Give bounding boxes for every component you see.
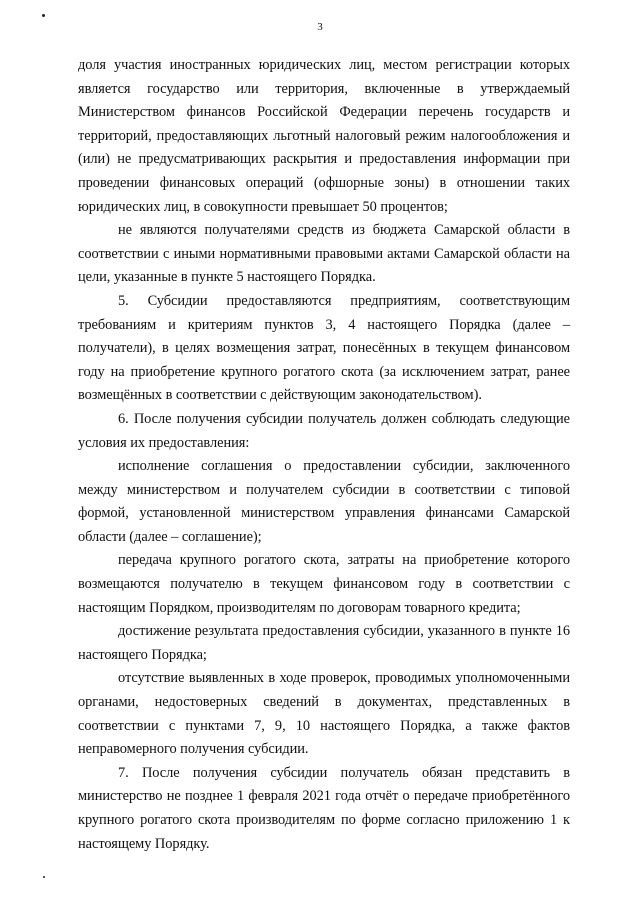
paragraph-clause-5: 5. Субсидии предоставляются предприятиям, соответствующим требованиям и критериям пунктов 3, 4 настоящего Порядка (далее – получатели), в целях возмещения затрат, понесённых в текущем финансовом году на приобретение крупного рогатого скота (за исключением затрат, ранее возмещённых в соответствии с действующим законодательством). bbox=[78, 292, 570, 404]
scan-speck-top bbox=[42, 14, 45, 17]
paragraph-condition-agreement: исполнение соглашения о предоставлении субсидии, заключенного между министерством и получателем субсидии в соответствии с типовой формой, установленной министерством управления финансами Самарской области (далее – соглашение); bbox=[78, 458, 570, 545]
paragraph-offshore-share: доля участия иностранных юридических лиц, местом регистрации которых является государство или территория, включенные в утверждаемый Министерством финансов Российской Федерации перечень государств и территорий, предоставляющих льготный налоговый режим налогообложения и (или) не предусматривающих раскрытия и предоставления информации при проведении финансовых операций (офшорные зоны) в отношении таких юридических лиц, в совокупности превышает 50 процентов; bbox=[78, 57, 570, 215]
paragraph-clause-7: 7. После получения субсидии получатель обязан представить в министерство не позднее 1 февраля 2021 года отчёт о передаче приобретённого крупного рогатого скота производителям по форме согласно приложению 1 к настоящему Порядку. bbox=[78, 764, 570, 852]
page-number: 3 bbox=[317, 21, 323, 33]
body-text bbox=[78, 54, 570, 856]
scan-speck-bottom bbox=[43, 876, 45, 878]
paragraph-condition-result: достижение результата предоставления субсидии, указанного в пункте 16 настоящего Порядка; bbox=[78, 623, 570, 663]
paragraph-condition-cattle-transfer: передача крупного рогатого скота, затраты на приобретение которого возмещаются получателю в текущем финансовом году в соответствии с настоящим Порядком, производителям по договорам товарного кредита; bbox=[78, 552, 570, 616]
paragraph-not-budget-recipients: не являются получателями средств из бюджета Самарской области в соответствии с иными нормативными правовыми актами Самарской области на цели, указанные в пункте 5 настоящего Порядка. bbox=[78, 222, 570, 286]
paragraph-clause-6: 6. После получения субсидии получатель должен соблюдать следующие условия их предоставления: bbox=[78, 410, 570, 451]
paragraph-condition-no-violations: отсутствие выявленных в ходе проверок, проводимых уполномоченными органами, недостоверных сведений в документах, представленных в соответствии с пунктами 7, 9, 10 настоящего Порядка, а также фактов неправомерного получения субсидии. bbox=[78, 670, 570, 758]
